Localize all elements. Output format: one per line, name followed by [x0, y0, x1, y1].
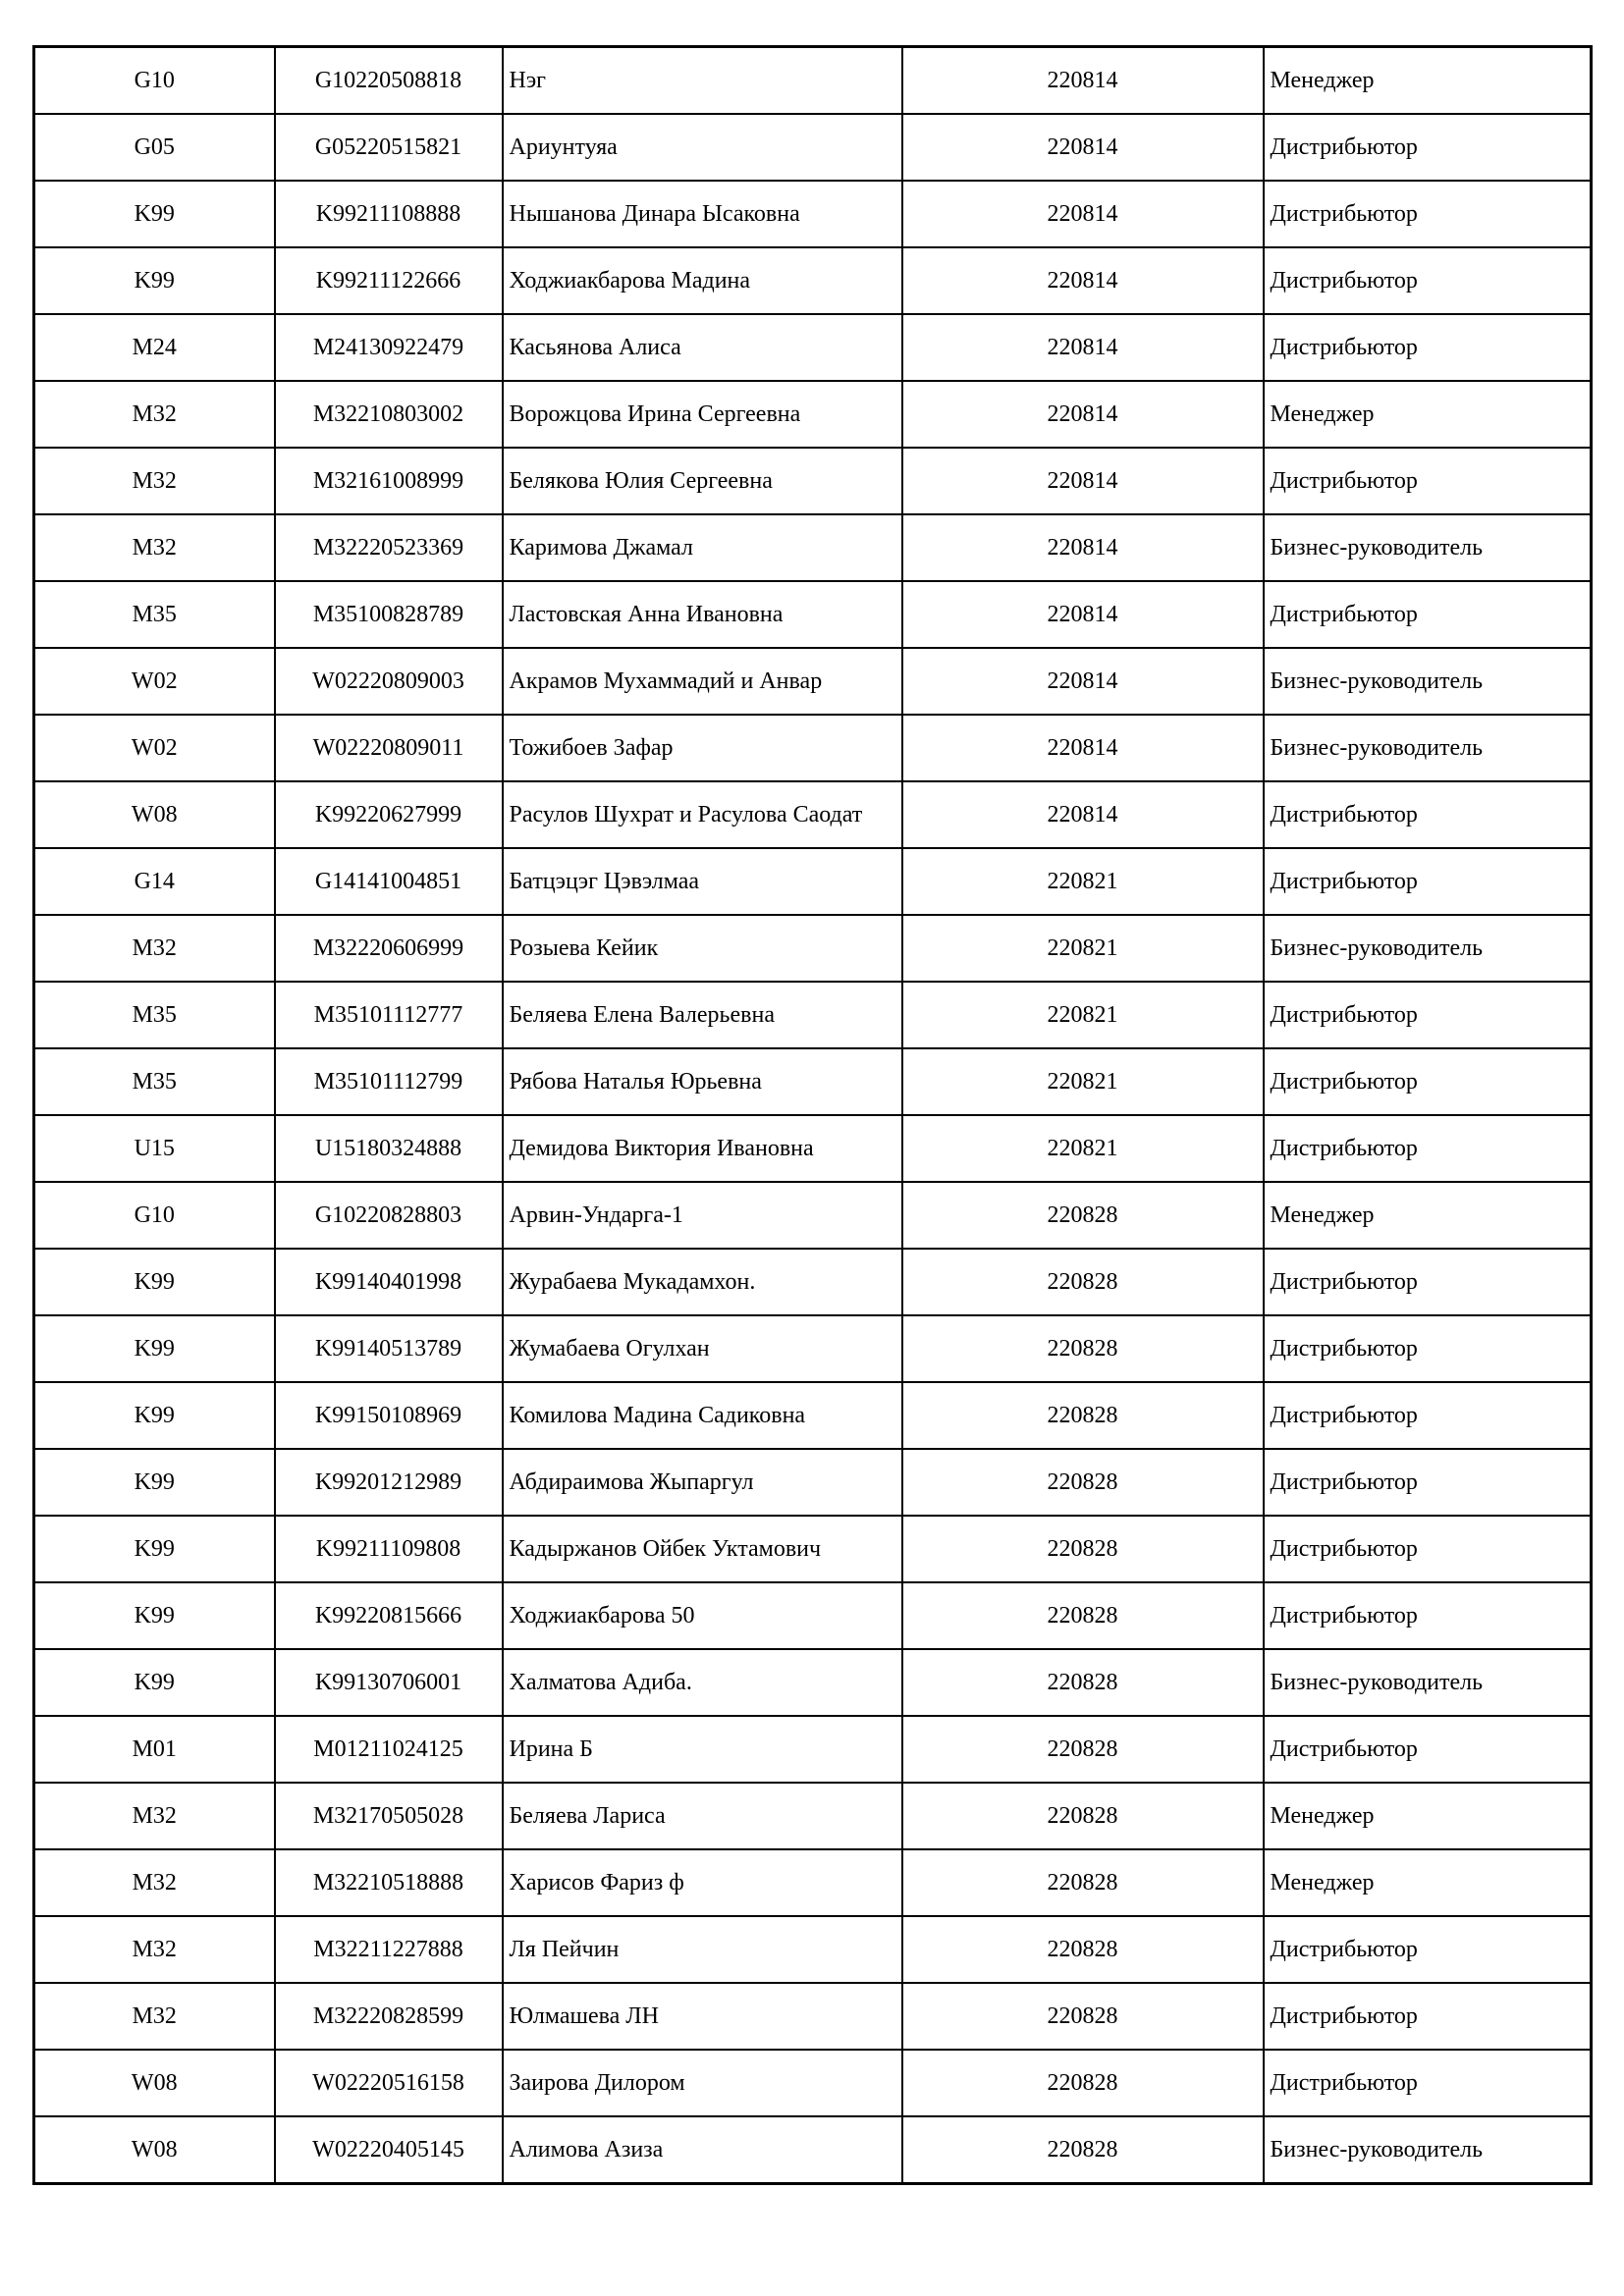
- region-code-cell: W08: [34, 2050, 275, 2116]
- table-row: [34, 381, 1592, 448]
- member-name-cell: Ходжиакбарова 50: [503, 1582, 902, 1649]
- member-name-cell: Белякова Юлия Сергеевна: [503, 448, 902, 514]
- region-code-cell: M32: [34, 1849, 275, 1916]
- role-cell: Дистрибьютор: [1264, 2050, 1592, 2116]
- table-row: [34, 715, 1592, 781]
- member-id-cell: M32210518888: [275, 1849, 503, 1916]
- member-name-cell: Каримова Джамал: [503, 514, 902, 581]
- date-cell: 220814: [902, 514, 1264, 581]
- member-id-cell: M32161008999: [275, 448, 503, 514]
- region-code-cell: G10: [34, 1182, 275, 1249]
- member-id-cell: W02220516158: [275, 2050, 503, 2116]
- member-id-cell: K99211122666: [275, 247, 503, 314]
- role-cell: Дистрибьютор: [1264, 1916, 1592, 1983]
- role-cell: Менеджер: [1264, 1849, 1592, 1916]
- table-row: [34, 1449, 1592, 1516]
- member-id-cell: G14141004851: [275, 848, 503, 915]
- member-name-cell: Халматова Адиба.: [503, 1649, 902, 1716]
- member-id-cell: K99211108888: [275, 181, 503, 247]
- member-name-cell: Батцэцэг Цэвэлмаа: [503, 848, 902, 915]
- region-code-cell: M35: [34, 1048, 275, 1115]
- member-name-cell: Абдираимова Жыпаргул: [503, 1449, 902, 1516]
- member-name-cell: Харисов Фариз ф: [503, 1849, 902, 1916]
- table-row: [34, 514, 1592, 581]
- member-name-cell: Алимова Азиза: [503, 2116, 902, 2184]
- member-id-cell: K99220815666: [275, 1582, 503, 1649]
- date-cell: 220828: [902, 1916, 1264, 1983]
- date-cell: 220828: [902, 1582, 1264, 1649]
- table-row: [34, 448, 1592, 514]
- date-cell: 220814: [902, 781, 1264, 848]
- date-cell: 220814: [902, 648, 1264, 715]
- member-name-cell: Арвин-Ундарга-1: [503, 1182, 902, 1249]
- region-code-cell: G10: [34, 47, 275, 115]
- member-name-cell: Заирова Дилором: [503, 2050, 902, 2116]
- region-code-cell: M24: [34, 314, 275, 381]
- member-id-cell: W02220809011: [275, 715, 503, 781]
- table-row: [34, 314, 1592, 381]
- role-cell: Бизнес-руководитель: [1264, 648, 1592, 715]
- table-row: [34, 1516, 1592, 1582]
- member-id-cell: M24130922479: [275, 314, 503, 381]
- table-row: [34, 781, 1592, 848]
- member-id-cell: M35101112799: [275, 1048, 503, 1115]
- date-cell: 220828: [902, 1382, 1264, 1449]
- date-cell: 220828: [902, 2116, 1264, 2184]
- table-row: [34, 581, 1592, 648]
- region-code-cell: U15: [34, 1115, 275, 1182]
- member-name-cell: Комилова Мадина Садиковна: [503, 1382, 902, 1449]
- member-id-cell: U15180324888: [275, 1115, 503, 1182]
- member-name-cell: Жумабаева Огулхан: [503, 1315, 902, 1382]
- member-id-cell: K99130706001: [275, 1649, 503, 1716]
- member-name-cell: Акрамов Мухаммадий и Анвар: [503, 648, 902, 715]
- table-row: [34, 47, 1592, 115]
- table-row: [34, 2116, 1592, 2184]
- region-code-cell: K99: [34, 1382, 275, 1449]
- region-code-cell: M32: [34, 1783, 275, 1849]
- date-cell: 220814: [902, 715, 1264, 781]
- role-cell: Дистрибьютор: [1264, 848, 1592, 915]
- date-cell: 220828: [902, 1249, 1264, 1315]
- member-name-cell: Тожибоев Зафар: [503, 715, 902, 781]
- table-row: [34, 1382, 1592, 1449]
- role-cell: Дистрибьютор: [1264, 1382, 1592, 1449]
- table-row: [34, 1315, 1592, 1382]
- date-cell: 220828: [902, 1649, 1264, 1716]
- region-code-cell: W08: [34, 2116, 275, 2184]
- role-cell: Дистрибьютор: [1264, 314, 1592, 381]
- table-row: [34, 1582, 1592, 1649]
- date-cell: 220814: [902, 181, 1264, 247]
- region-code-cell: M35: [34, 982, 275, 1048]
- role-cell: Дистрибьютор: [1264, 982, 1592, 1048]
- member-id-cell: K99220627999: [275, 781, 503, 848]
- role-cell: Дистрибьютор: [1264, 448, 1592, 514]
- region-code-cell: K99: [34, 1449, 275, 1516]
- member-id-cell: M32220523369: [275, 514, 503, 581]
- member-id-cell: M32220828599: [275, 1983, 503, 2050]
- region-code-cell: K99: [34, 181, 275, 247]
- date-cell: 220828: [902, 1315, 1264, 1382]
- region-code-cell: K99: [34, 1315, 275, 1382]
- member-id-cell: M32220606999: [275, 915, 503, 982]
- table-row: [34, 1916, 1592, 1983]
- role-cell: Дистрибьютор: [1264, 1115, 1592, 1182]
- date-cell: 220821: [902, 1115, 1264, 1182]
- region-code-cell: K99: [34, 1582, 275, 1649]
- table-row: [34, 1783, 1592, 1849]
- region-code-cell: G14: [34, 848, 275, 915]
- date-cell: 220828: [902, 1182, 1264, 1249]
- region-code-cell: W02: [34, 715, 275, 781]
- table-row: [34, 247, 1592, 314]
- table-row: [34, 1182, 1592, 1249]
- member-name-cell: Ворожцова Ирина Сергеевна: [503, 381, 902, 448]
- table-row: [34, 1849, 1592, 1916]
- member-id-cell: W02220809003: [275, 648, 503, 715]
- role-cell: Менеджер: [1264, 47, 1592, 115]
- role-cell: Дистрибьютор: [1264, 114, 1592, 181]
- role-cell: Менеджер: [1264, 1182, 1592, 1249]
- member-name-cell: Розыева Кейик: [503, 915, 902, 982]
- date-cell: 220821: [902, 848, 1264, 915]
- member-name-cell: Журабаева Мукадамхон.: [503, 1249, 902, 1315]
- member-name-cell: Касьянова Алиса: [503, 314, 902, 381]
- table-row: [34, 1649, 1592, 1716]
- role-cell: Дистрибьютор: [1264, 1516, 1592, 1582]
- date-cell: 220814: [902, 47, 1264, 115]
- member-name-cell: Беляева Елена Валерьевна: [503, 982, 902, 1048]
- role-cell: Дистрибьютор: [1264, 1315, 1592, 1382]
- role-cell: Дистрибьютор: [1264, 1716, 1592, 1783]
- date-cell: 220828: [902, 1716, 1264, 1783]
- date-cell: 220828: [902, 1449, 1264, 1516]
- region-code-cell: K99: [34, 1249, 275, 1315]
- table-row: [34, 1983, 1592, 2050]
- role-cell: Бизнес-руководитель: [1264, 715, 1592, 781]
- date-cell: 220814: [902, 247, 1264, 314]
- date-cell: 220814: [902, 448, 1264, 514]
- role-cell: Менеджер: [1264, 381, 1592, 448]
- member-name-cell: Беляева Лариса: [503, 1783, 902, 1849]
- member-name-cell: Рябова Наталья Юрьевна: [503, 1048, 902, 1115]
- table-row: [34, 915, 1592, 982]
- role-cell: Бизнес-руководитель: [1264, 1649, 1592, 1716]
- member-id-cell: K99140401998: [275, 1249, 503, 1315]
- member-id-cell: W02220405145: [275, 2116, 503, 2184]
- region-code-cell: K99: [34, 1516, 275, 1582]
- region-code-cell: M32: [34, 448, 275, 514]
- member-id-cell: M32170505028: [275, 1783, 503, 1849]
- role-cell: Дистрибьютор: [1264, 781, 1592, 848]
- region-code-cell: W02: [34, 648, 275, 715]
- role-cell: Дистрибьютор: [1264, 1582, 1592, 1649]
- region-code-cell: M32: [34, 1983, 275, 2050]
- member-name-cell: Юлмашева ЛН: [503, 1983, 902, 2050]
- member-name-cell: Ариунтуяа: [503, 114, 902, 181]
- table-row: [34, 181, 1592, 247]
- member-name-cell: Нышанова Динара Ысаковна: [503, 181, 902, 247]
- role-cell: Дистрибьютор: [1264, 1048, 1592, 1115]
- role-cell: Дистрибьютор: [1264, 581, 1592, 648]
- date-cell: 220828: [902, 1849, 1264, 1916]
- member-id-cell: K99201212989: [275, 1449, 503, 1516]
- date-cell: 220828: [902, 1783, 1264, 1849]
- member-id-cell: G10220508818: [275, 47, 503, 115]
- region-code-cell: K99: [34, 1649, 275, 1716]
- date-cell: 220814: [902, 381, 1264, 448]
- member-name-cell: Демидова Виктория Ивановна: [503, 1115, 902, 1182]
- table-row: [34, 982, 1592, 1048]
- date-cell: 220814: [902, 114, 1264, 181]
- region-code-cell: W08: [34, 781, 275, 848]
- member-id-cell: G05220515821: [275, 114, 503, 181]
- date-cell: 220821: [902, 1048, 1264, 1115]
- member-name-cell: Ходжиакбарова Мадина: [503, 247, 902, 314]
- role-cell: Дистрибьютор: [1264, 1449, 1592, 1516]
- table-row: [34, 1249, 1592, 1315]
- table-row: [34, 2050, 1592, 2116]
- table-row: [34, 848, 1592, 915]
- member-name-cell: Ирина Б: [503, 1716, 902, 1783]
- member-id-cell: K99211109808: [275, 1516, 503, 1582]
- region-code-cell: M01: [34, 1716, 275, 1783]
- role-cell: Бизнес-руководитель: [1264, 2116, 1592, 2184]
- region-code-cell: M32: [34, 514, 275, 581]
- region-code-cell: M32: [34, 1916, 275, 1983]
- member-id-cell: M32210803002: [275, 381, 503, 448]
- region-code-cell: M35: [34, 581, 275, 648]
- role-cell: Дистрибьютор: [1264, 1249, 1592, 1315]
- region-code-cell: M32: [34, 381, 275, 448]
- member-name-cell: Кадыржанов Ойбек Уктамович: [503, 1516, 902, 1582]
- member-id-cell: K99150108969: [275, 1382, 503, 1449]
- member-id-cell: M01211024125: [275, 1716, 503, 1783]
- region-code-cell: G05: [34, 114, 275, 181]
- role-cell: Бизнес-руководитель: [1264, 915, 1592, 982]
- member-name-cell: Нэг: [503, 47, 902, 115]
- table-row: [34, 114, 1592, 181]
- member-id-cell: G10220828803: [275, 1182, 503, 1249]
- date-cell: 220821: [902, 982, 1264, 1048]
- table-body: [34, 47, 1592, 2184]
- role-cell: Дистрибьютор: [1264, 247, 1592, 314]
- date-cell: 220821: [902, 915, 1264, 982]
- member-name-cell: Ластовская Анна Ивановна: [503, 581, 902, 648]
- member-name-cell: Расулов Шухрат и Расулова Саодат: [503, 781, 902, 848]
- member-name-cell: Ля Пейчин: [503, 1916, 902, 1983]
- date-cell: 220828: [902, 2050, 1264, 2116]
- role-cell: Менеджер: [1264, 1783, 1592, 1849]
- member-id-cell: K99140513789: [275, 1315, 503, 1382]
- date-cell: 220814: [902, 314, 1264, 381]
- table-row: [34, 1716, 1592, 1783]
- date-cell: 220828: [902, 1516, 1264, 1582]
- role-cell: Дистрибьютор: [1264, 181, 1592, 247]
- role-cell: Дистрибьютор: [1264, 1983, 1592, 2050]
- member-id-cell: M35100828789: [275, 581, 503, 648]
- table-row: [34, 1115, 1592, 1182]
- date-cell: 220828: [902, 1983, 1264, 2050]
- date-cell: 220814: [902, 581, 1264, 648]
- region-code-cell: M32: [34, 915, 275, 982]
- member-id-cell: M35101112777: [275, 982, 503, 1048]
- member-id-cell: M32211227888: [275, 1916, 503, 1983]
- region-code-cell: K99: [34, 247, 275, 314]
- table-row: [34, 1048, 1592, 1115]
- table-row: [34, 648, 1592, 715]
- members-table: [32, 45, 1593, 2185]
- role-cell: Бизнес-руководитель: [1264, 514, 1592, 581]
